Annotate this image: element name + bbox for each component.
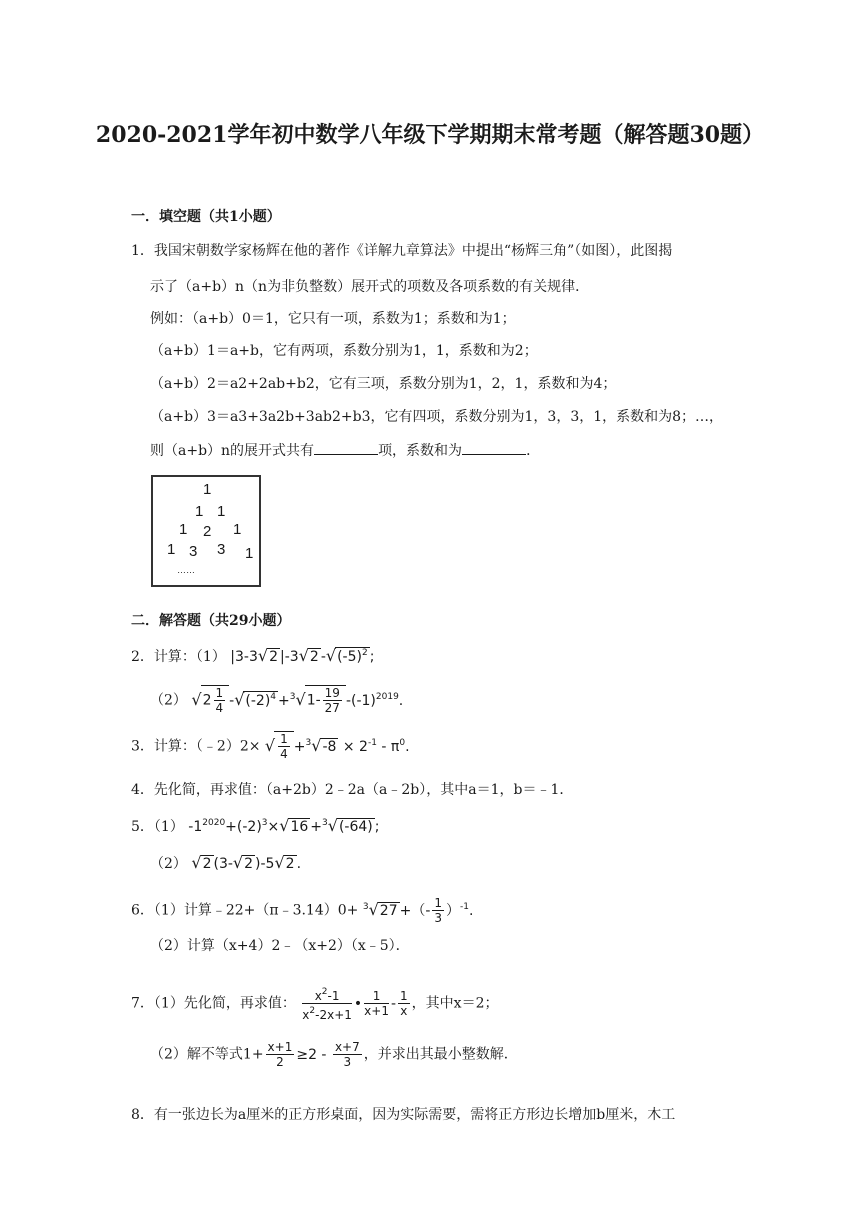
question-2-part-2 <box>150 685 403 715</box>
section-solve-heading: 二．解答题（共29小题） <box>131 613 291 629</box>
triangle-number: 3 <box>189 543 198 560</box>
triangle-number: 1 <box>245 545 254 562</box>
triangle-number: 1 <box>179 521 188 538</box>
question-1-ask-end: ． <box>526 443 541 459</box>
question-7-label-1: （1）先化简，再求值： <box>153 995 296 1012</box>
question-5-expression-2: √2 (3-√2 )-5√2 . <box>191 853 302 872</box>
question-2-number: 2． <box>131 649 154 665</box>
question-1-intro <box>131 240 672 260</box>
question-8 <box>131 1104 675 1124</box>
triangle-number: 3 <box>217 541 226 558</box>
question-5-part-1 <box>131 816 379 836</box>
question-1-intro-line2: 示了（a+b）n（n为非负整数）展开式的项数及各项系数的有关规律． <box>150 279 590 295</box>
question-8-number: 8． <box>131 1107 154 1123</box>
question-2-expression-1: |3-3√2 |-3√2 $-√(-5)^2$ ; <box>230 646 375 665</box>
question-5-label-2: （2） <box>150 856 187 872</box>
question-7-part-2 <box>150 1040 518 1069</box>
question-5-label-1: （1） <box>153 819 184 835</box>
triangle-number: 1 <box>217 503 226 520</box>
question-1-example-0: 例如：（a+b）0＝1，它只有一项，系数为1；系数和为1； <box>150 311 516 327</box>
question-5-number: 5． <box>131 819 154 835</box>
triangle-number: 2 <box>203 523 212 540</box>
question-7-label-2: （2）解不等式1+ <box>150 1046 264 1063</box>
question-6-text-1: （1）计算﹣22+（π﹣3.14）0+ <box>153 902 359 919</box>
question-2-expression-2: √2 $\frac{1}{4}$ $-√(-2)^4 +^3√1-$ $\frac{19}{27}$ $-(-1)^{2019}$. <box>191 686 404 715</box>
question-3 <box>131 731 410 761</box>
question-2-part-1 <box>131 646 374 666</box>
question-1-ask <box>150 440 540 460</box>
question-7-inequality: $\frac{x+1}{2}$ ≥2 - $\frac{x+7}{3}$ <box>267 1040 360 1069</box>
triangle-number: 1 <box>203 481 212 498</box>
question-6-part-2: （2）计算（x+4）2﹣（x+2）（x﹣5）． <box>150 938 410 954</box>
question-3-label: 计算：（﹣2）2× <box>153 738 261 755</box>
question-4-text: 先化简，再求值：（a+2b）2﹣2a（a﹣2b），其中a＝1，b＝﹣1． <box>153 782 574 798</box>
answer-blank-terms[interactable] <box>314 442 378 455</box>
question-1-ask-part-2: 项，系数和为 <box>378 443 463 459</box>
question-7-expression-1: $\frac{x^2-1}{x^2-2x+1}$ • $\frac{1}{x+1}$ - $\frac{1}{x}$ <box>302 987 408 1022</box>
question-2-label-1: 计算：（1） <box>153 649 226 665</box>
yang-hui-triangle-figure <box>151 475 261 587</box>
question-7-part-1 <box>131 985 498 1022</box>
question-1-example-3: （a+b）3＝a3+3a2b+3ab2+b3，它有四项，系数分别为1，3，3，1，系数和为8；…， <box>150 409 724 425</box>
question-1-example-2: （a+b）2＝a2+2ab+b2，它有三项，系数分别为1，2，1，系数和为4； <box>150 376 617 392</box>
question-3-expression: √ $\frac{1}{4}$ $+^3√-8 \times 2^{-1} - \pi^0$. <box>264 732 410 761</box>
question-6-number: 6． <box>131 902 154 919</box>
question-3-number: 3． <box>131 738 154 755</box>
question-5-expression-1: $-1^{2020}+(-2)^3\times√16 +^3√(-64)$ ; <box>188 816 380 835</box>
question-6-expression-1: $^3$√27 +（- $\frac{1}{3}$ ）$^{-1}$. <box>362 896 474 925</box>
question-8-text: 有一张边长为a厘米的正方形桌面，因为实际需要，需将正方形边长增加b厘米，木工 <box>153 1107 676 1123</box>
question-7-number: 7． <box>131 995 154 1012</box>
page-title: 2020-2021学年初中数学八年级下学期期末常考题（解答题30题） <box>95 122 765 148</box>
triangle-number: 1 <box>233 521 242 538</box>
question-4-number: 4． <box>131 782 154 798</box>
question-1-number: 1． <box>131 243 154 259</box>
question-1-ask-part-1: 则（a+b）n的展开式共有 <box>150 443 315 459</box>
question-6-part-1 <box>131 896 473 925</box>
question-7-condition: ，其中x＝2； <box>411 995 499 1012</box>
question-5-part-2 <box>150 853 301 873</box>
question-1-intro-text: 我国宋朝数学家杨辉在他的著作《详解九章算法》中提出“杨辉三角”（如图），此图揭 <box>153 243 673 259</box>
triangle-ellipsis: …… <box>177 565 195 575</box>
question-7-instruction: ，并求出其最小整数解． <box>363 1046 518 1063</box>
triangle-number: 1 <box>195 503 204 520</box>
triangle-number: 1 <box>167 541 176 558</box>
question-2-label-2: （2） <box>150 692 187 709</box>
answer-blank-coefficient-sum[interactable] <box>462 442 526 455</box>
question-4 <box>131 779 573 799</box>
section-fill-blank-heading: 一．填空题（共1小题） <box>131 209 281 225</box>
question-1-example-1: （a+b）1＝a+b，它有两项，系数分别为1，1，系数和为2； <box>150 343 538 359</box>
